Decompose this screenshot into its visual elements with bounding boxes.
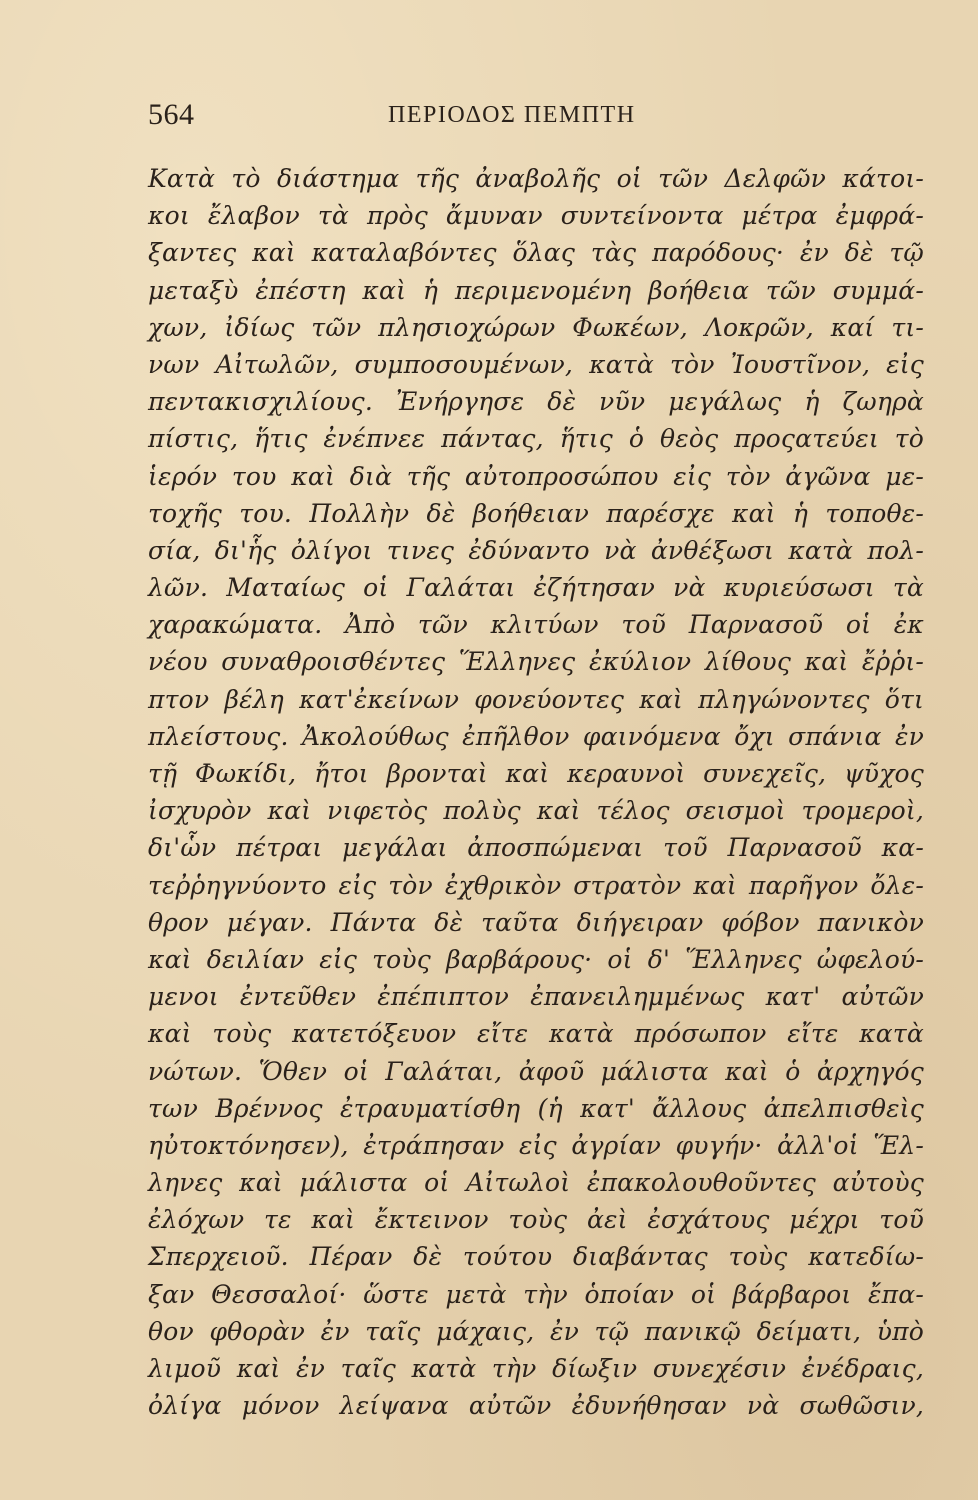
text-line: μεταξὺ ἐπέστη καὶ ἡ περιμενομένη βοήθεια τῶν συμμά- xyxy=(148,275,924,305)
text-line: τεῤῥηγνύοντο εἰς τὸν ἐχθρικὸν στρατὸν καὶ παρῆγον ὄλε- xyxy=(148,870,924,900)
text-line: θον φθορὰν ἐν ταῖς μάχαις, ἐν τῷ πανικῷ δείματι, ὑπὸ xyxy=(148,1316,924,1346)
text-line: ξαν Θεσσαλοί· ὥστε μετὰ τὴν ὁποίαν οἱ βάρβαροι ἔπα- xyxy=(148,1279,924,1309)
text-line: των Βρέννος ἐτραυματίσθη (ἡ κατ' ἄλλους ἀπελπισθεὶς xyxy=(148,1093,924,1123)
page-number: 564 xyxy=(148,98,195,131)
text-line: ὀλίγα μόνον λείψανα αὐτῶν ἐδυνήθησαν νὰ σωθῶσιν, xyxy=(148,1391,924,1421)
text-line: ηὐτοκτόνησεν), ἐτράπησαν εἰς ἀγρίαν φυγήν· ἀλλ'οἱ Ἕλ- xyxy=(148,1130,924,1160)
text-line: ἱερόν του καὶ διὰ τῆς αὐτοπροσώπου εἰς τὸν ἀγῶνα με- xyxy=(148,461,924,491)
text-line: καὶ τοὺς κατετόξευον εἴτε κατὰ πρόσωπον εἴτε κατὰ xyxy=(148,1019,924,1049)
text-line: πλείστους. Ἀκολούθως ἐπῆλθον φαινόμενα ὄχι σπάνια ἐν xyxy=(148,721,924,751)
text-line: νώτων. Ὅθεν οἱ Γαλάται, ἀφοῦ μάλιστα καὶ ὁ ἀρχηγός xyxy=(148,1056,924,1086)
text-line: θρον μέγαν. Πάντα δὲ ταῦτα διήγειραν φόβον πανικὸν xyxy=(148,907,924,937)
text-line: νων Αἰτωλῶν, συμποσουμένων, κατὰ τὸν Ἰουστῖνον, εἰς xyxy=(148,349,924,379)
text-line: πίστις, ἥτις ἐνέπνεε πάντας, ἥτις ὁ θεὸς προςατεύει τὸ xyxy=(148,424,924,454)
text-line: λιμοῦ καὶ ἐν ταῖς κατὰ τὴν δίωξιν συνεχέσιν ἐνέδραις, xyxy=(148,1354,924,1383)
text-line: λῶν. Ματαίως οἱ Γαλάται ἐζήτησαν νὰ κυριεύσωσι τὰ xyxy=(148,573,924,603)
text-line: τοχῆς του. Πολλὴν δὲ βοήθειαν παρέσχε καὶ ἡ τοποθε- xyxy=(148,498,924,528)
text-line: ἰσχυρὸν καὶ νιφετὸς πολὺς καὶ τέλος σεισμοὶ τρομεροὶ, xyxy=(148,796,924,826)
text-line: χαρακώματα. Ἀπὸ τῶν κλιτύων τοῦ Παρνασοῦ οἱ ἐκ xyxy=(148,610,924,640)
text-line: ἐλόχων τε καὶ ἔκτεινον τοὺς ἀεὶ ἐσχάτους μέχρι τοῦ xyxy=(148,1205,924,1235)
text-line: χων, ἰδίως τῶν πλησιοχώρων Φωκέων, Λοκρῶν, καί τι- xyxy=(148,312,924,342)
text-line: κοι ἔλαβον τὰ πρὸς ἄμυναν συντείνοντα μέτρα ἐμφρά- xyxy=(148,201,924,231)
text-line: μενοι ἐντεῦθεν ἐπέπιπτον ἐπανειλημμένως κατ' αὐτῶν xyxy=(148,982,924,1012)
text-line: πτον βέλη κατ'ἐκείνων φονεύοντες καὶ πληγώνοντες ὅτι xyxy=(148,684,924,714)
text-line: ξαντες καὶ καταλαβόντες ὅλας τὰς παρόδους· ἐν δὲ τῷ xyxy=(148,238,924,268)
text-line: δι'ὧν πέτραι μεγάλαι ἀποσπώμεναι τοῦ Παρνασοῦ κα- xyxy=(148,833,924,863)
text-line: καὶ δειλίαν εἰς τοὺς βαρβάρους· οἱ δ' Ἕλληνες ὠφελού- xyxy=(148,944,924,974)
text-line: Κατὰ τὸ διάστημα τῆς ἀναβολῆς οἱ τῶν Δελφῶν κάτοι- xyxy=(148,164,924,193)
running-head: ΠΕΡΙΟΔΟΣ ΠΕΜΠΤΗ xyxy=(388,102,636,128)
text-line: ληνες καὶ μάλιστα οἱ Αἰτωλοὶ ἐπακολουθοῦντες αὐτοὺς xyxy=(148,1168,924,1198)
body-text xyxy=(148,160,924,1424)
page-header xyxy=(148,98,838,142)
text-line: σία, δι'ἧς ὀλίγοι τινες ἐδύναντο νὰ ἀνθέξωσι κατὰ πολ- xyxy=(148,535,924,565)
text-line: Σπερχειοῦ. Πέραν δὲ τούτου διαβάντας τοὺς κατεδίω- xyxy=(148,1242,924,1272)
text-line: νέου συναθροισθέντες Ἕλληνες ἐκύλιον λίθους καὶ ἔῤῥι- xyxy=(148,647,924,677)
text-line: πεντακισχιλίους. Ἐνήργησε δὲ νῦν μεγάλως ἡ ζωηρὰ xyxy=(148,387,924,417)
text-line: τῇ Φωκίδι, ἤτοι βρονταὶ καὶ κεραυνοὶ συνεχεῖς, ψῦχος xyxy=(148,759,924,788)
